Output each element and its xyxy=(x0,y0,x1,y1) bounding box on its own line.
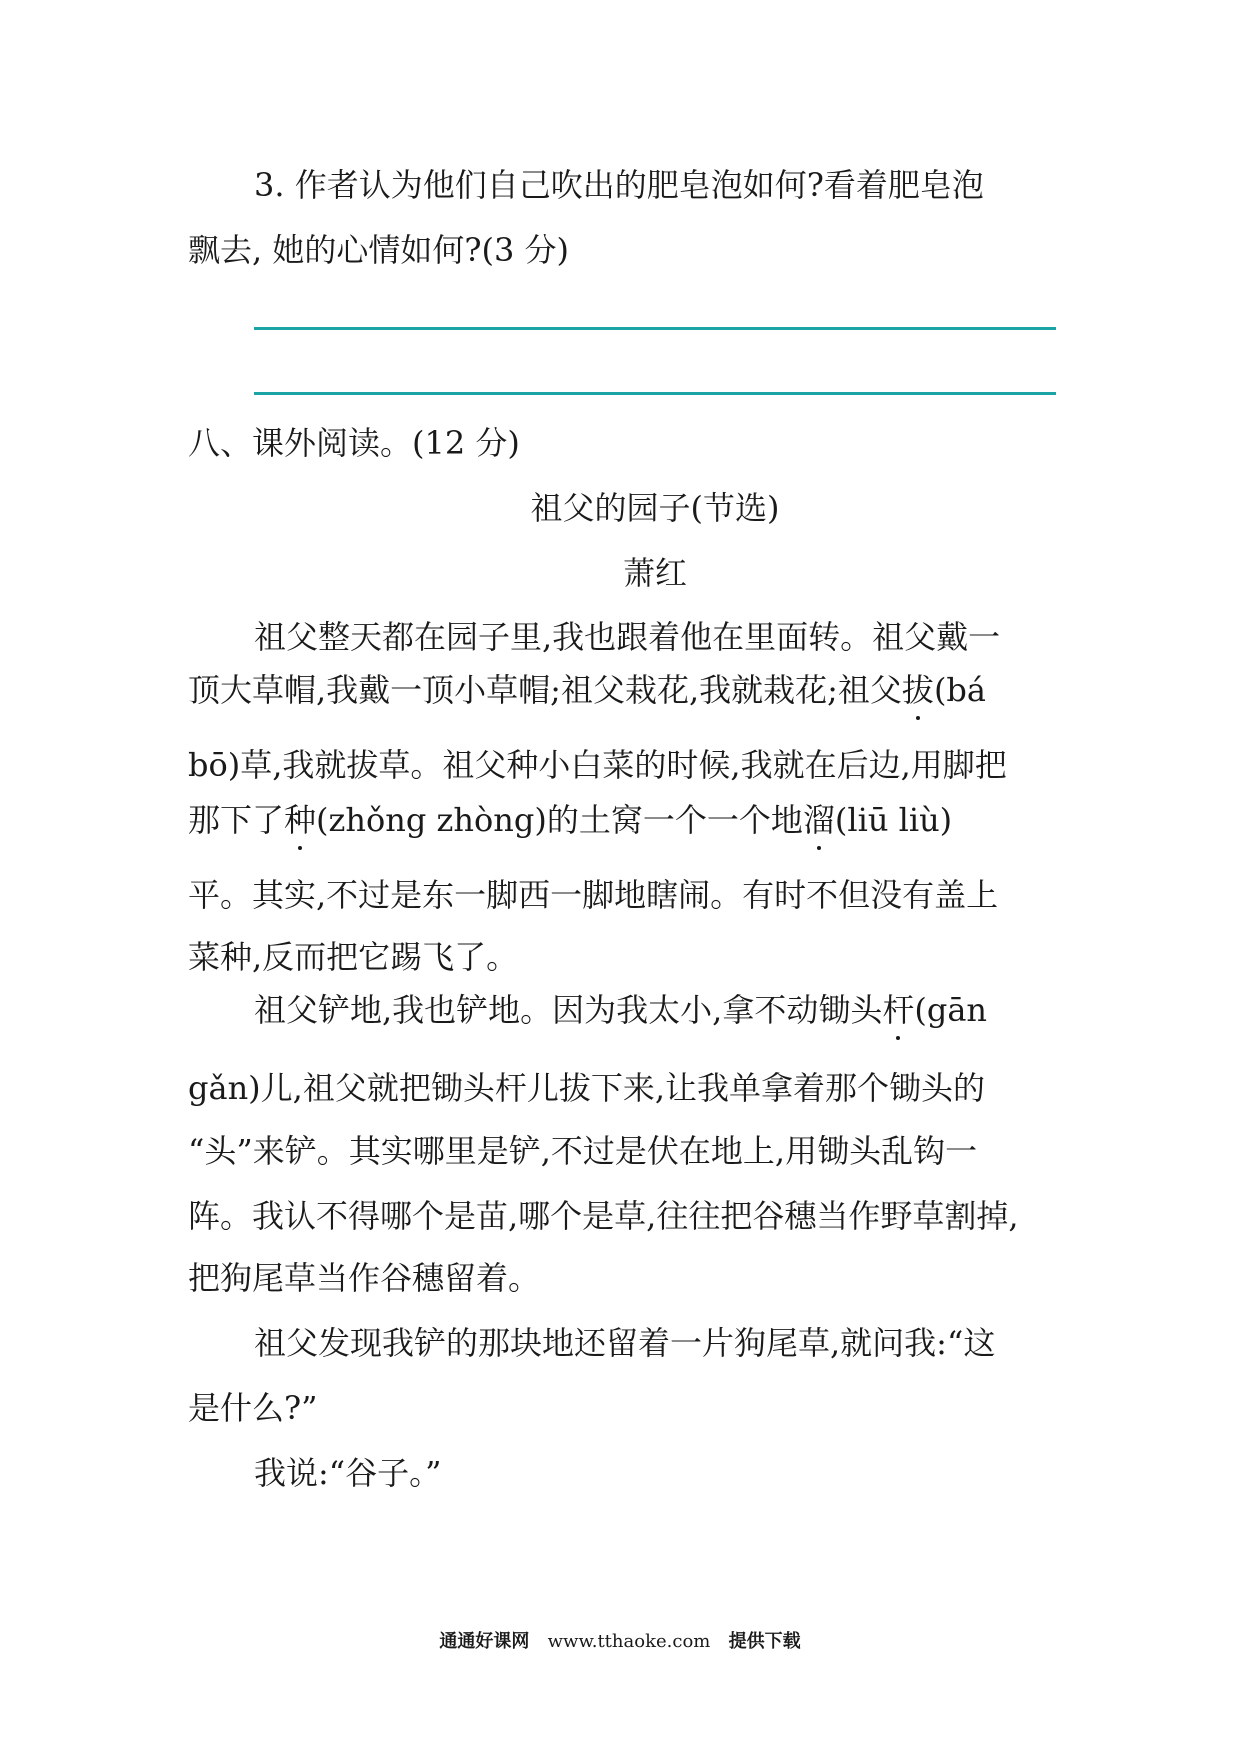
pinyin-option: (gān xyxy=(914,991,988,1029)
dotted-character: 溜 xyxy=(802,801,835,839)
passage-line: bō)草,我就拔草。祖父种小白菜的时候,我就在后边,用脚把 xyxy=(188,746,1007,784)
pinyin-option: (zhǒng zhòng)的土窝一个一个地 xyxy=(316,801,803,839)
page-footer xyxy=(0,1627,1240,1653)
passage-line xyxy=(188,800,952,840)
passage-line: 平。其实,不过是东一脚西一脚地瞎闹。有时不但没有盖上 xyxy=(188,876,999,914)
dotted-character: 杆 xyxy=(882,991,915,1029)
passage-line: 祖父发现我铲的那块地还留着一片狗尾草,就问我:“这 xyxy=(254,1324,996,1362)
footer-site-name: 通通好课网 xyxy=(439,1631,530,1652)
passage-line: 菜种,反而把它踢飞了。 xyxy=(188,938,519,976)
footer-suffix: 提供下载 xyxy=(728,1631,801,1652)
passage-line xyxy=(188,670,986,710)
passage-line: 是什么?” xyxy=(188,1389,318,1427)
pinyin-option: (liū liù) xyxy=(834,801,953,839)
passage-text: 顶大草帽,我戴一顶小草帽;祖父栽花,我就栽花;祖父 xyxy=(188,671,902,709)
dotted-character: 拔 xyxy=(901,671,934,709)
passage-line: 祖父整天都在园子里,我也跟着他在里面转。祖父戴一 xyxy=(254,618,1001,656)
passage-line: 我说:“谷子。” xyxy=(254,1454,442,1492)
passage-title: 祖父的园子(节选) xyxy=(530,489,780,527)
answer-line-1[interactable] xyxy=(254,327,1056,330)
passage-line: 阵。我认不得哪个是苗,哪个是草,往往把谷穗当作野草割掉, xyxy=(188,1197,1019,1235)
passage-line: gǎn)儿,祖父就把锄头杆儿拔下来,让我单拿着那个锄头的 xyxy=(188,1069,986,1107)
passage-line xyxy=(254,990,987,1030)
section-heading: 八、课外阅读。(12 分) xyxy=(188,424,520,462)
pinyin-option: (bá xyxy=(933,671,986,709)
question-3-line-1: 3. 作者认为他们自己吹出的肥皂泡如何?看着肥皂泡 xyxy=(254,166,984,204)
answer-line-2[interactable] xyxy=(254,392,1056,395)
dotted-character: 种 xyxy=(284,801,317,839)
passage-text: 那下了 xyxy=(188,801,285,839)
passage-text: 祖父铲地,我也铲地。因为我太小,拿不动锄头 xyxy=(254,991,883,1029)
footer-url[interactable]: www.tthaoke.com xyxy=(547,1631,711,1652)
passage-line: “头”来铲。其实哪里是铲,不过是伏在地上,用锄头乱钩一 xyxy=(188,1132,978,1170)
passage-line: 把狗尾草当作谷穗留着。 xyxy=(188,1259,541,1297)
question-3-line-2: 飘去, 她的心情如何?(3 分) xyxy=(188,231,570,269)
passage-author: 萧红 xyxy=(622,554,687,592)
